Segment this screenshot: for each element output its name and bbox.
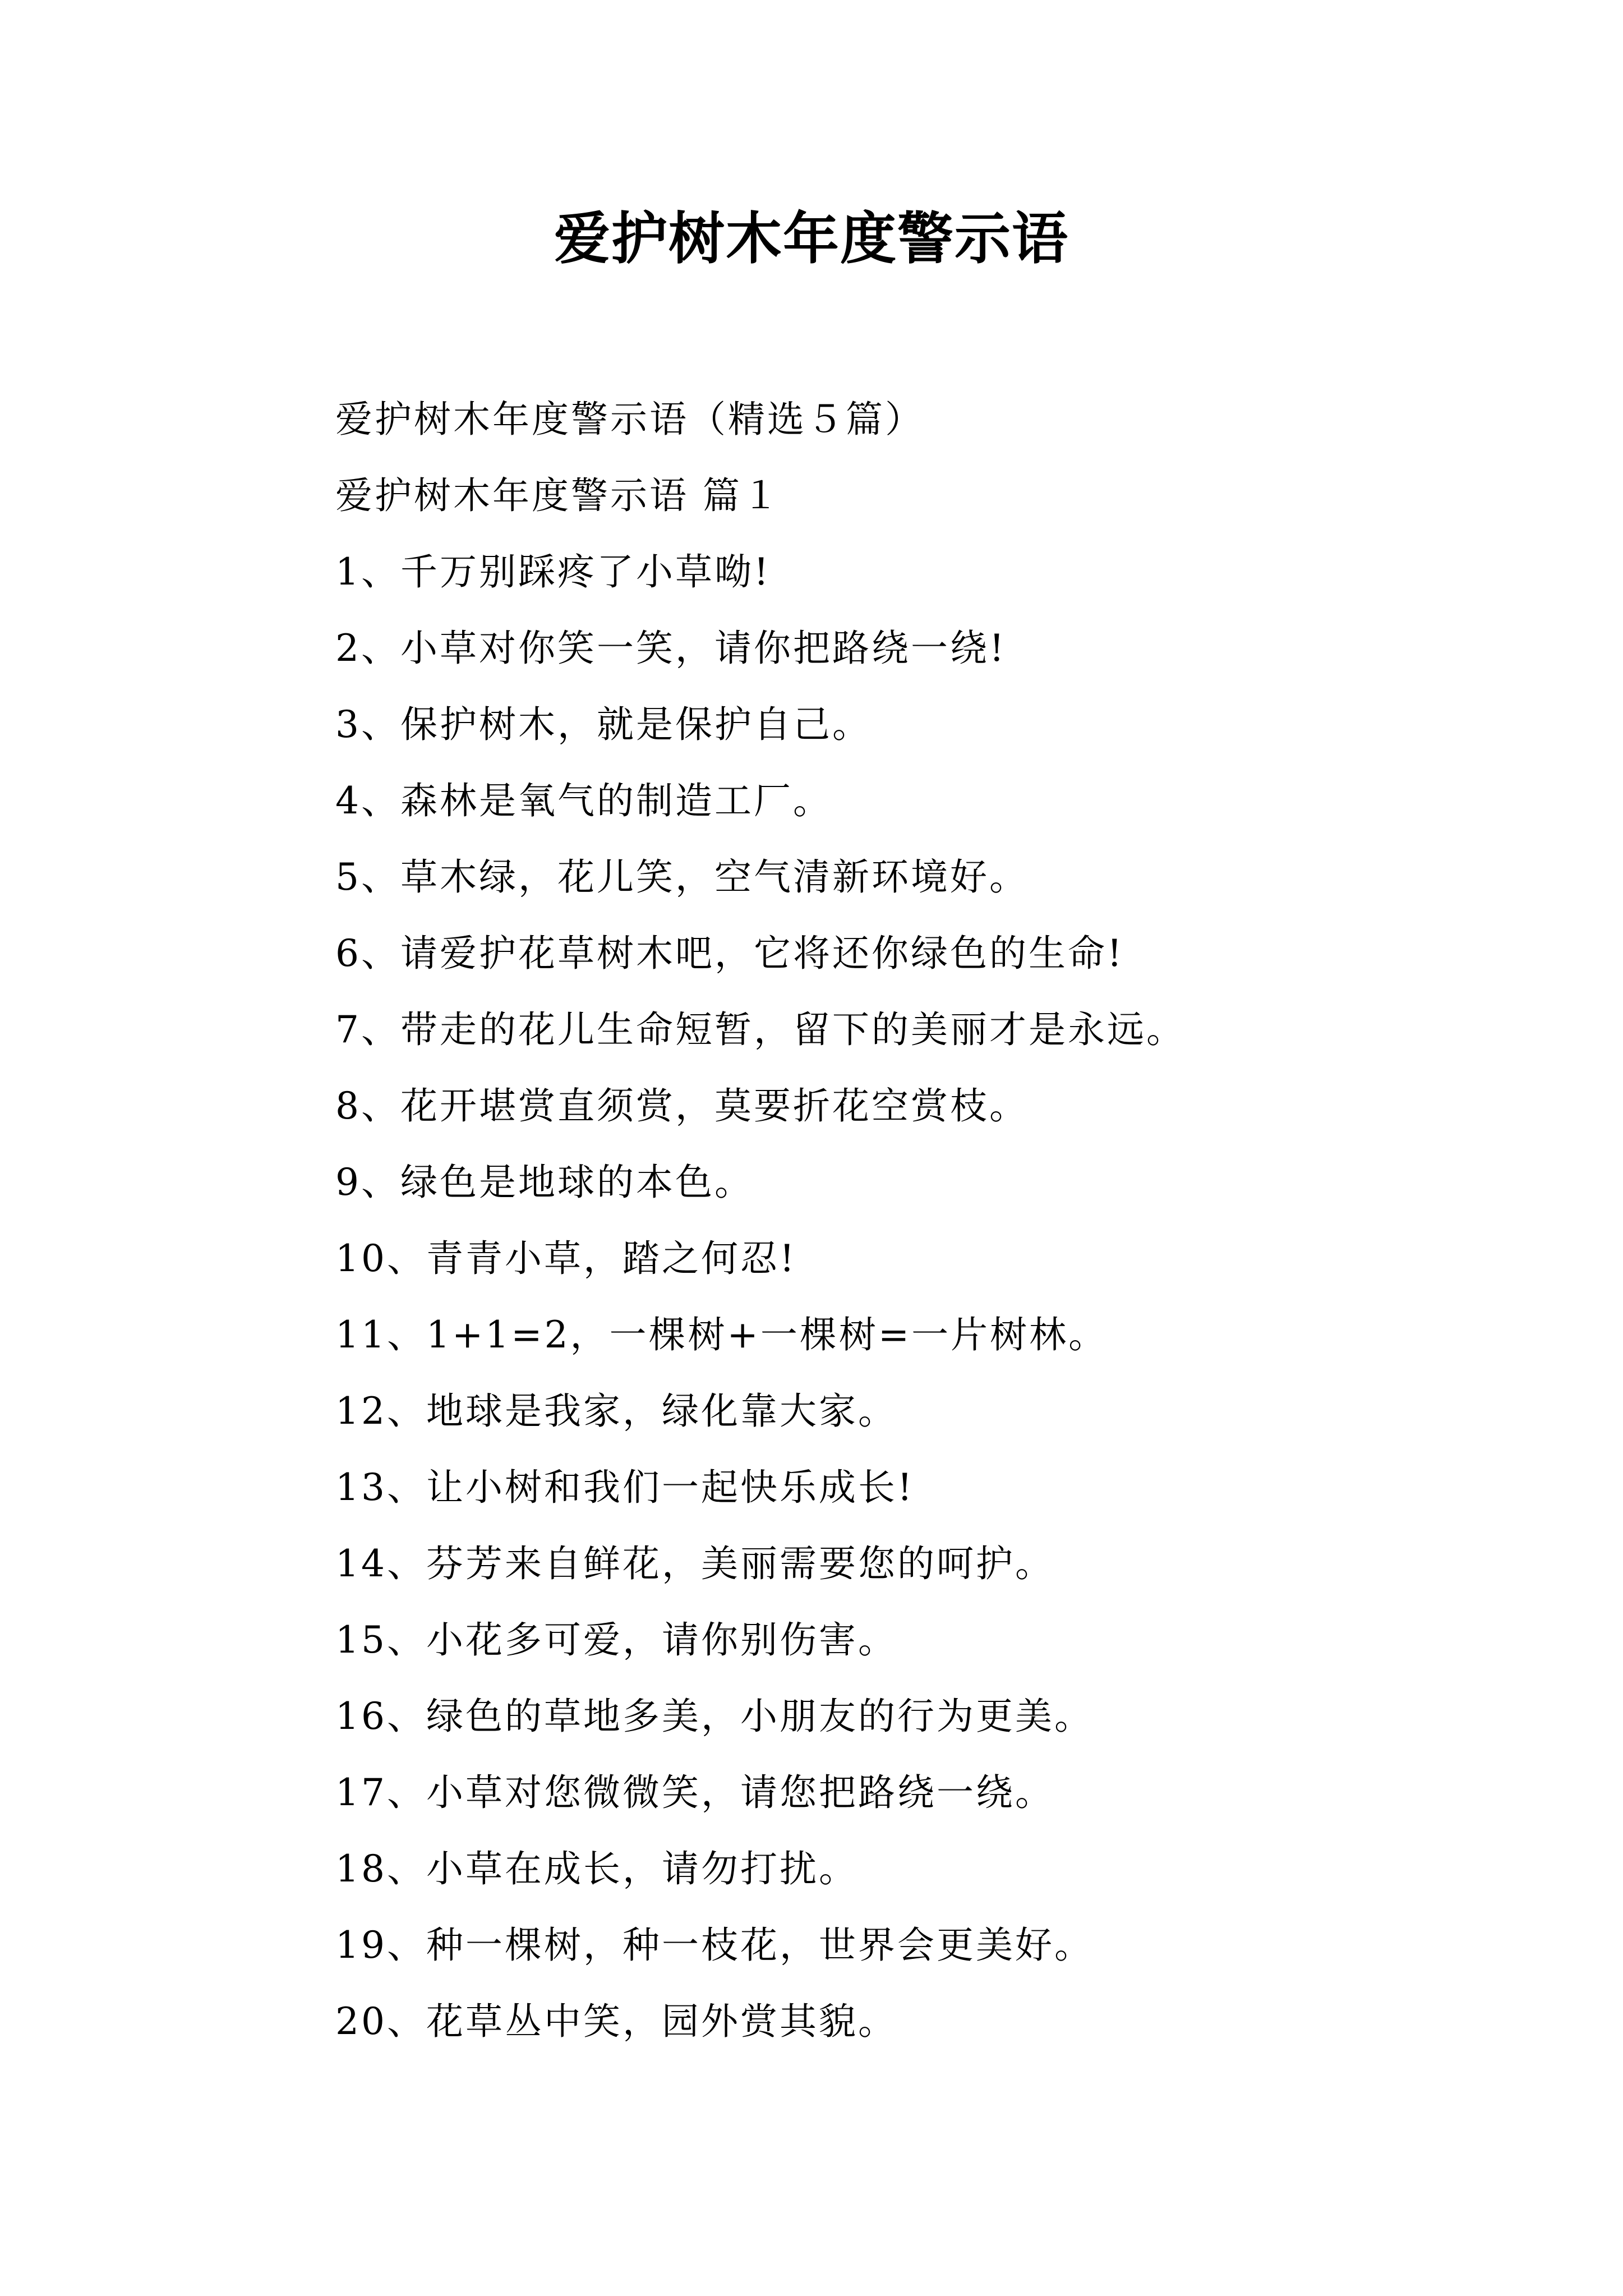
document-title: 爱护树木年度警示语 (554, 205, 1069, 272)
list-item: 18、小草在成长，请勿打扰。 (335, 1847, 858, 1890)
list-item: 14、芬芳来自鲜花，美丽需要您的呵护。 (335, 1542, 1054, 1585)
list-item: 20、花草丛中笑，园外赏其貌。 (335, 2000, 897, 2043)
list-item: 16、绿色的草地多美，小朋友的行为更美。 (335, 1695, 1094, 1738)
list-item: 11、1+1=2，一棵树+一棵树=一片树林。 (335, 1313, 1108, 1356)
list-item: 19、种一棵树，种一枝花，世界会更美好。 (335, 1924, 1094, 1967)
list-item: 17、小草对您微微笑，请您把路绕一绕。 (335, 1771, 1054, 1814)
list-item: 7、带走的花儿生命短暂，留下的美丽才是永远。 (335, 1008, 1186, 1051)
list-item: 8、花开堪赏直须赏，莫要折花空赏枝。 (335, 1084, 1029, 1128)
list-item: 2、小草对你笑一笑，请你把路绕一绕! (335, 627, 1007, 670)
list-item: 6、请爱护花草树木吧，它将还你绿色的生命! (335, 932, 1124, 975)
section-heading: 爱护树木年度警示语 篇１ (335, 474, 781, 517)
document-body (335, 381, 1513, 2060)
list-item: 3、保护树木，就是保护自己。 (335, 703, 872, 746)
list-item: 15、小花多可爱，请你别伤害。 (335, 1618, 897, 1662)
list-item: 12、地球是我家，绿化靠大家。 (335, 1389, 897, 1433)
list-item: 9、绿色是地球的本色。 (335, 1161, 754, 1204)
list-item: 10、青青小草，踏之何忍! (335, 1237, 797, 1280)
list-item: 13、让小树和我们一起快乐成长! (335, 1466, 915, 1509)
list-item: 1、千万别踩疼了小草呦! (335, 550, 771, 593)
list-item: 5、草木绿，花儿笑，空气清新环境好。 (335, 855, 1029, 899)
list-item: 4、森林是氧气的制造工厂。 (335, 779, 832, 822)
document-subtitle: 爱护树木年度警示语（精选５篇） (335, 398, 924, 441)
